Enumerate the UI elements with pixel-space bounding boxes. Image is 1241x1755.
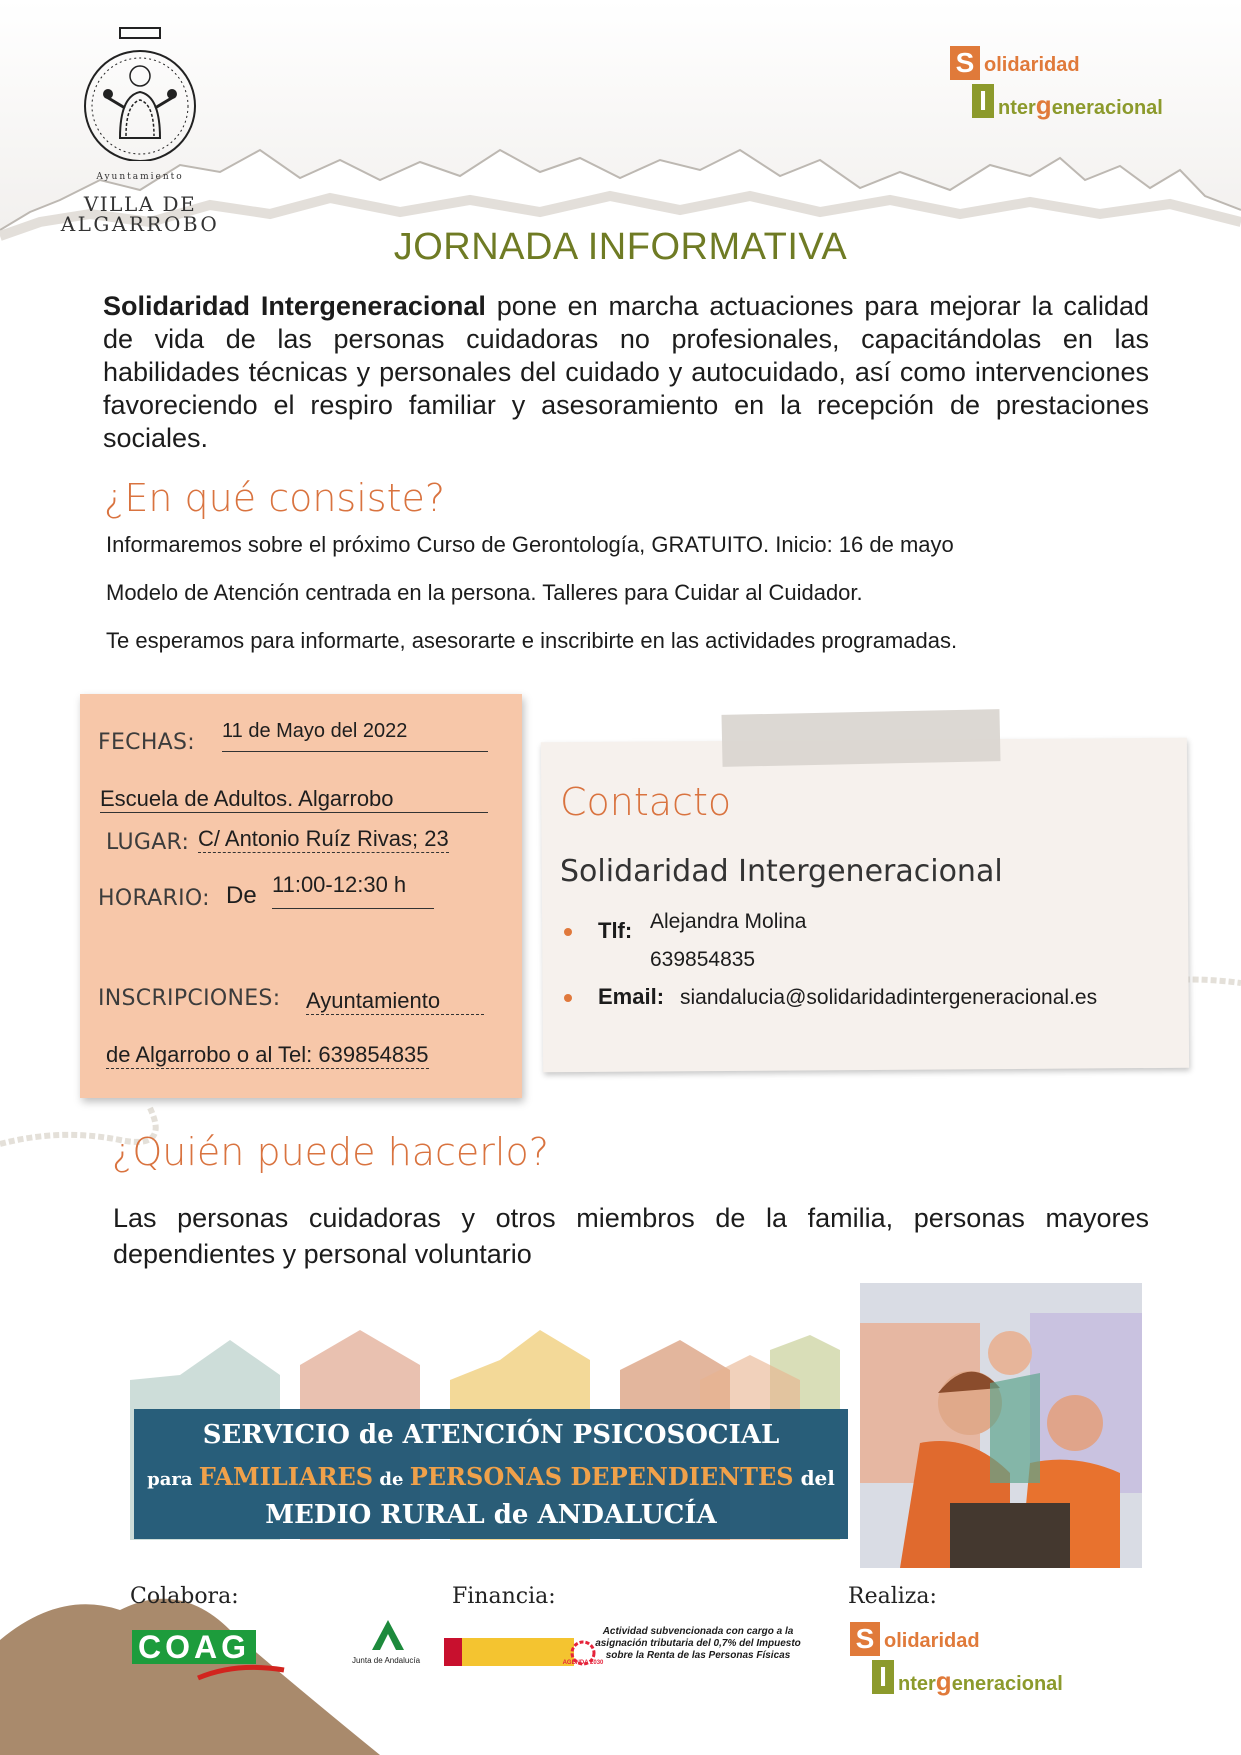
tape-strip — [721, 709, 1000, 767]
banner-line-1: SERVICIO de ATENCIÓN PSICOSOCIAL — [202, 1420, 780, 1450]
banner-line-3: MEDIO RURAL de ANDALUCÍA — [265, 1500, 717, 1530]
brand-word-2: ntergeneracional — [998, 90, 1163, 120]
who-text: Las personas cuidadoras y otros miembros de la familia, personas mayores dependientes y personal voluntario — [113, 1203, 1149, 1269]
caregivers-illustration — [860, 1283, 1142, 1568]
municipality-line1: VILLA DE — [83, 192, 197, 216]
funds-label: Financia: — [452, 1584, 556, 1609]
brand-logo-footer — [850, 1622, 1090, 1698]
junta-andalucia-icon — [366, 1618, 410, 1652]
brand-word-1: olidaridad — [984, 54, 1080, 76]
email-value[interactable]: siandalucia@solidaridadintergeneracional.es — [680, 986, 1098, 1009]
phone-name: Alejandra Molina — [650, 910, 807, 933]
junta-andalucia-name: Junta de Andalucía — [351, 1656, 421, 1665]
municipal-seal-logo — [80, 26, 200, 161]
schedule-label: HORARIO: — [98, 886, 210, 911]
footer-brand-word-2: ntergeneracional — [898, 1666, 1063, 1696]
brand-initial-s: S — [950, 46, 980, 80]
registration-label: INSCRIPCIONES: — [98, 986, 281, 1011]
place-label: LUGAR: — [106, 830, 190, 855]
phone-label: Tlf: — [598, 918, 633, 943]
venue-name: Escuela de Adultos. Algarrobo — [100, 786, 488, 813]
government-logo — [444, 1638, 574, 1666]
place-value: C/ Antonio Ruíz Rivas; 23 — [198, 826, 449, 851]
brand-logo-header — [950, 46, 1190, 122]
intro-paragraph — [103, 290, 1149, 455]
bullet-email — [564, 994, 572, 1002]
coag-logo: COAG — [132, 1630, 256, 1664]
performs-label: Realiza: — [848, 1584, 937, 1609]
agenda-2030-label: AGENDA 2030 — [562, 1660, 604, 1666]
contact-org: Solidaridad Intergeneracional — [560, 854, 1003, 889]
page-title: JORNADA INFORMATIVA — [393, 226, 848, 268]
dates-label: FECHAS: — [98, 730, 195, 755]
what-line-2: Modelo de Atención centrada en la persona. Talleres para Cuidar al Cuidador. — [106, 580, 863, 605]
tax-note: Actividad subvencionada con cargo a la asignación tributaria del 0,7% del Impuesto sobre la Renta de las Personas Físicas — [595, 1626, 801, 1661]
bullet-phone — [564, 928, 572, 936]
what-line-3: Te esperamos para informarte, asesorarte e inscribirte en las actividades programadas. — [106, 628, 958, 653]
banner-line-2: para FAMILIARES de PERSONAS DEPENDIENTES del — [147, 1462, 835, 1491]
dates-value: 11 de Mayo del 2022 — [222, 720, 488, 752]
footer-brand-initial-i: I — [872, 1660, 894, 1694]
municipality-line2: ALGARROBO — [60, 212, 220, 236]
brand-initial-i: I — [972, 84, 994, 118]
registration-value-1: Ayuntamiento — [306, 988, 484, 1015]
collaborates-label: Colabora: — [130, 1584, 239, 1609]
footer-brand-initial-s: S — [850, 1622, 880, 1656]
footer-brand-word-1: olidaridad — [884, 1630, 980, 1652]
contact-heading: Contacto — [560, 780, 732, 824]
what-heading: ¿En qué consiste? — [104, 476, 446, 520]
phone-number[interactable]: 639854835 — [650, 948, 756, 971]
who-heading: ¿Quién puede hacerlo? — [112, 1130, 549, 1174]
schedule-prefix: De — [226, 882, 257, 909]
municipality-prefix: Ayuntamiento — [96, 172, 184, 182]
what-line-1: Informaremos sobre el próximo Curso de Gerontología, GRATUITO. Inicio: 16 de mayo — [106, 532, 954, 557]
intro-text: pone en marcha actuaciones para mejorar la calidad de vida de las personas cuidadoras no profesionales, capacitándolas en las habilidades técnicas y personales del cuidado y autocuidado, así como intervenciones favoreciendo el respiro familiar y asesoramiento en la recepción de prestaciones sociales. — [103, 291, 1149, 453]
coag-swoosh-icon — [196, 1660, 286, 1684]
registration-value-2: de Algarrobo o al Tel: 639854835 — [106, 1042, 429, 1067]
email-label: Email: — [598, 984, 665, 1009]
intro-lead: Solidaridad Intergeneracional — [103, 291, 486, 321]
schedule-value: 11:00-12:30 h — [272, 872, 434, 909]
